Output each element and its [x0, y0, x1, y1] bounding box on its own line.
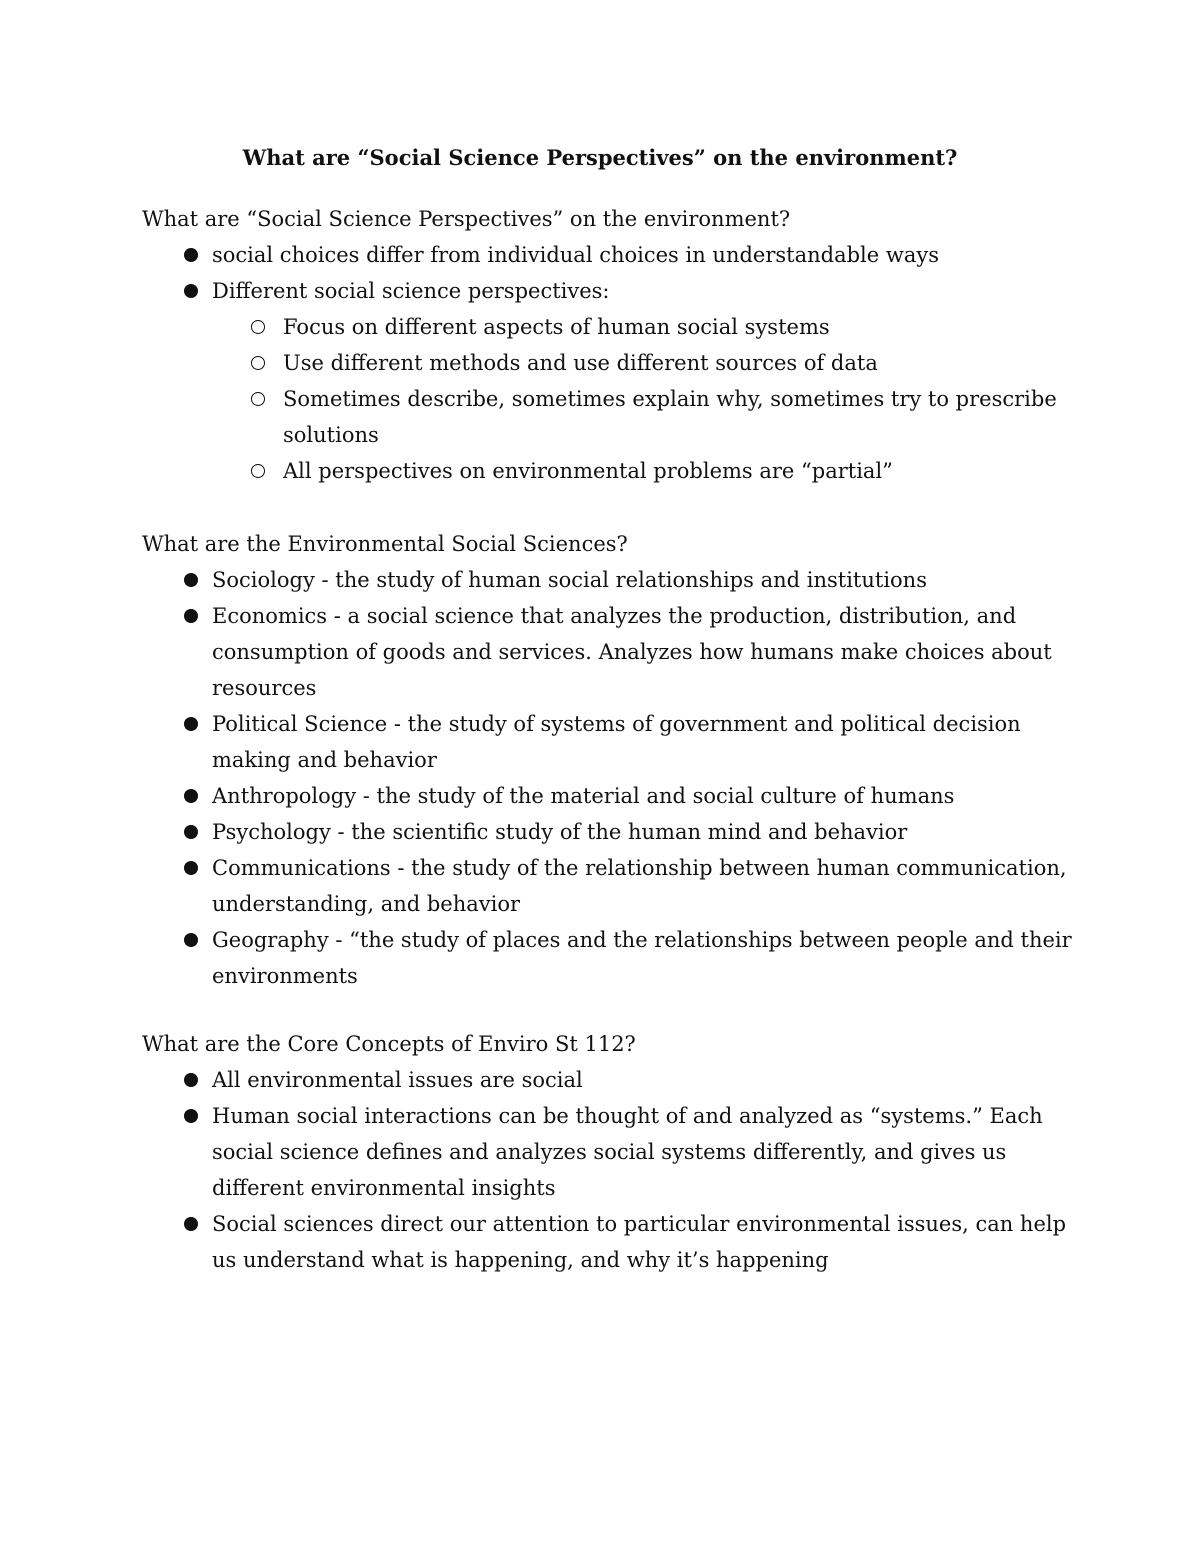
list-item-text: Economics - a social science that analyzes the production, distribution, and consumption of goods and services. Analyzes how humans make choices about resources [212, 604, 1052, 700]
sub-list-item-text: Sometimes describe, sometimes explain why, sometimes try to prescribe solutions [283, 387, 1057, 447]
list-item [212, 273, 1072, 489]
filled-bullet-icon [184, 1073, 198, 1087]
bullet-list [142, 1062, 1072, 1278]
sub-list-item [283, 453, 1072, 489]
sub-list-item [283, 381, 1072, 453]
filled-bullet-icon [184, 1109, 198, 1123]
filled-bullet-icon [184, 284, 198, 298]
list-item-text: Political Science - the study of systems of government and political decision making and behavior [212, 712, 1021, 772]
list-item-text: Communications - the study of the relationship between human communication, understanding, and behavior [212, 856, 1067, 916]
list-item [212, 778, 1072, 814]
bullet-list [142, 562, 1072, 994]
sub-bullet-list [212, 309, 1072, 489]
hollow-bullet-icon [251, 392, 265, 406]
section-heading: What are the Environmental Social Sciences? [142, 532, 628, 556]
sub-list-item [283, 345, 1072, 381]
list-item [212, 1062, 1072, 1098]
list-item [212, 814, 1072, 850]
sub-list-item-text: Focus on different aspects of human social systems [283, 315, 830, 339]
list-item-text: social choices differ from individual choices in understandable ways [212, 243, 940, 267]
sub-list-item [283, 309, 1072, 345]
list-item-text: Human social interactions can be thought of and analyzed as “systems.” Each social science defines and analyzes social systems differently, and gives us different environmental insights [212, 1104, 1043, 1200]
list-item [212, 1098, 1072, 1206]
filled-bullet-icon [184, 248, 198, 262]
document-title: What are “Social Science Perspectives” on the environment? [242, 145, 958, 170]
section-heading: What are “Social Science Perspectives” on the environment? [142, 207, 791, 231]
filled-bullet-icon [184, 933, 198, 947]
sub-list-item-text: All perspectives on environmental problems are “partial” [283, 459, 893, 483]
sub-list-item-text: Use different methods and use different sources of data [283, 351, 878, 375]
hollow-bullet-icon [251, 356, 265, 370]
filled-bullet-icon [184, 789, 198, 803]
list-item-text: Social sciences direct our attention to particular environmental issues, can help us understand what is happening, and why it’s happening [212, 1212, 1067, 1272]
filled-bullet-icon [184, 717, 198, 731]
list-item [212, 922, 1072, 994]
filled-bullet-icon [184, 573, 198, 587]
filled-bullet-icon [184, 609, 198, 623]
list-item-text: Anthropology - the study of the material and social culture of humans [212, 784, 955, 808]
list-item-text: Psychology - the scientific study of the human mind and behavior [212, 820, 908, 844]
list-item-text: Sociology - the study of human social relationships and institutions [212, 568, 927, 592]
list-item [212, 1206, 1072, 1278]
hollow-bullet-icon [251, 320, 265, 334]
list-item-text: All environmental issues are social [212, 1068, 583, 1092]
section-environmental-social-sciences [142, 526, 1072, 994]
filled-bullet-icon [184, 1217, 198, 1231]
list-item [212, 237, 1072, 273]
section-heading: What are the Core Concepts of Enviro St 112? [142, 1032, 636, 1056]
filled-bullet-icon [184, 861, 198, 875]
list-item-text: Geography - “the study of places and the relationships between people and their environments [212, 928, 1072, 988]
list-item [212, 850, 1072, 922]
hollow-bullet-icon [251, 464, 265, 478]
section-core-concepts [142, 1026, 1072, 1278]
filled-bullet-icon [184, 825, 198, 839]
bullet-list [142, 237, 1072, 489]
section-social-science-perspectives [142, 201, 1072, 489]
list-item-text: Different social science perspectives: [212, 279, 610, 303]
list-item [212, 562, 1072, 598]
list-item [212, 706, 1072, 778]
list-item [212, 598, 1072, 706]
